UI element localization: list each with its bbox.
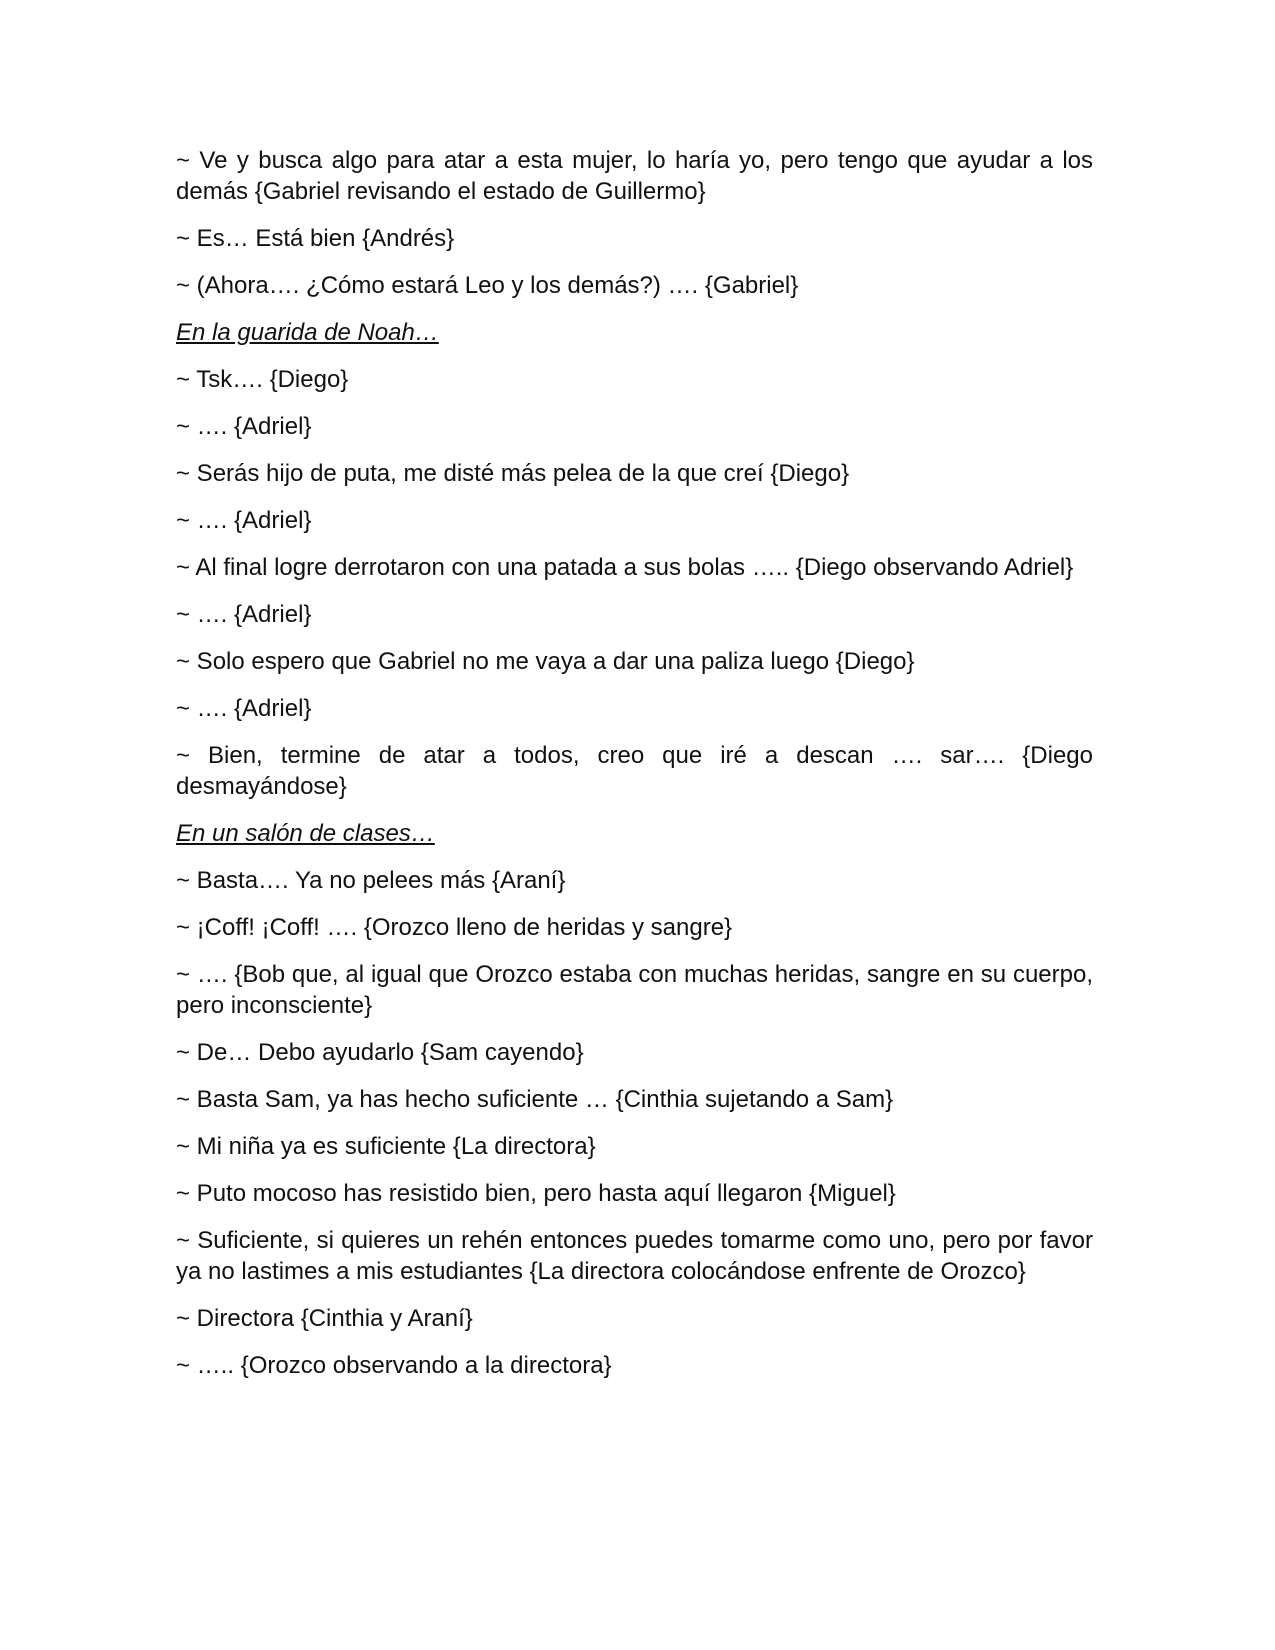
dialogue-line: ~ ….. {Orozco observando a la directora} [176, 1352, 612, 1379]
dialogue-line: ~ Puto mocoso has resistido bien, pero hasta aquí llegaron {Miguel} [176, 1180, 896, 1207]
dialogue-line: ~ Basta…. Ya no pelees más {Araní} [176, 867, 566, 894]
scene-heading: En la guarida de Noah… [176, 319, 439, 346]
dialogue-line: ~ Tsk…. {Diego} [176, 366, 349, 393]
dialogue-line: ~ ¡Coff! ¡Coff! …. {Orozco lleno de heridas y sangre} [176, 914, 733, 941]
dialogue-line: ~ Es… Está bien {Andrés} [176, 225, 455, 252]
dialogue-line: ~ Suficiente, si quieres un rehén entonces puedes tomarme como uno, pero por favor ya no lastimes a mis estudiantes {La directora colocándose enfrente de Orozco} [176, 1227, 1093, 1285]
dialogue-line: ~ Basta Sam, ya has hecho suficiente … {Cinthia sujetando a Sam} [176, 1086, 894, 1113]
dialogue-line: ~ Serás hijo de puta, me disté más pelea de la que creí {Diego} [176, 460, 850, 487]
dialogue-line: ~ De… Debo ayudarlo {Sam cayendo} [176, 1039, 584, 1066]
dialogue-line: ~ Directora {Cinthia y Araní} [176, 1305, 473, 1332]
dialogue-line: ~ Al final logre derrotaron con una patada a sus bolas ….. {Diego observando Adriel} [176, 554, 1074, 581]
dialogue-line: ~ …. {Adriel} [176, 413, 312, 440]
dialogue-line: ~ Bien, termine de atar a todos, creo que iré a descan …. sar…. {Diego desmayándose} [176, 742, 1093, 800]
dialogue-line: ~ Ve y busca algo para atar a esta mujer, lo haría yo, pero tengo que ayudar a los demás {Gabriel revisando el estado de Guillermo} [176, 147, 1093, 205]
dialogue-line: ~ …. {Bob que, al igual que Orozco estaba con muchas heridas, sangre en su cuerpo, pero inconsciente} [176, 961, 1093, 1019]
dialogue-line: ~ Mi niña ya es suficiente {La directora} [176, 1133, 596, 1160]
dialogue-line: ~ (Ahora…. ¿Cómo estará Leo y los demás?) …. {Gabriel} [176, 272, 799, 299]
dialogue-line: ~ Solo espero que Gabriel no me vaya a dar una paliza luego {Diego} [176, 648, 915, 675]
dialogue-line: ~ …. {Adriel} [176, 601, 312, 628]
document-page [176, 145, 1093, 1397]
scene-heading: En un salón de clases… [176, 820, 435, 847]
dialogue-line: ~ …. {Adriel} [176, 695, 312, 722]
dialogue-line: ~ …. {Adriel} [176, 507, 312, 534]
